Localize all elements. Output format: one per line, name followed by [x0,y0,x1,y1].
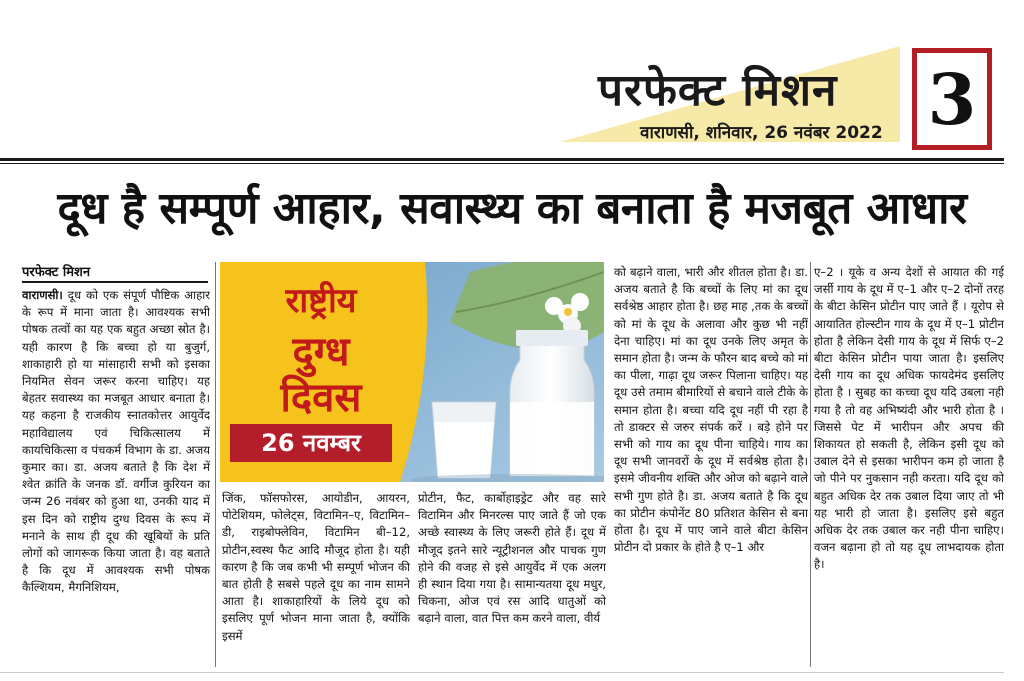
article-column-3: प्रोटीन, फैट, कार्बोहाइड्रेट और वह सारे विटामिन और मिनरल्स पाए जाते हैं जो एक अच्छे स्वास्थ्य के लिए जरूरी होते हैं। दूध में मौजूद इतने सारे न्यूट्रीशनल और पाचक गुण होने की वजह से इसे आयुर्वेद में एक अलग ही स्थान दिया गया है। सामान्यतया दूध मधुर, चिकना, ओज एवं रस आदि धातुओं को बढ़ाने वाला, वात पित्त कम करने वाला, वीर्य [418,491,606,626]
page-number: 3 [927,57,977,141]
byline-rule [22,281,208,283]
promo-title-line-2: दुग्ध [292,329,350,375]
article-dateline-city: वाराणसी। [22,288,63,302]
article-column-2: जिंक, फॉसफोरस, आयोडीन, आयरन, पोटेशियम, फोलेट्स, विटामिन–ए, विटामिन–डी, राइबोफ्लेविन, विटामिन बी–12, प्रोटीन,स्वस्थ फैट आदि मौजूद होता है। यही कारण है कि जब कभी भी सम्पूर्ण भोजन की बात होती है सबसे पहले दूध का नाम सामने आता है। शाकाहारियों के लिये दूध को इसलिए पूर्ण भोजन माना जाता है, क्योंकि इसमें [222,491,410,643]
masthead-rule-thin [0,163,1004,164]
national-milk-day-graphic [220,262,604,482]
article-byline: परफेक्ट मिशन [22,265,91,280]
article-column-1-text: दूध को एक संपूर्ण पौष्टिक आहार के रूप में माना जाता है। आवश्यक सभी पोषक तत्वों का यह एक बहुत अच्छा स्रोत है। यही कारण है कि बच्चा हो या बुजुर्ग, शाकाहारी हो या मांसाहारी सभी को इसका नियमित सेवन जरूर करना चाहिए। यह बेहतर सवास्थ्य का मजबूत आधार बनाता है। यह कहना है राजकीय स्नातकोत्तर आयुर्वेद महाविद्यालय एवं चिकित्सालय में कायचिकित्सा व पंचकर्म विभाग के डा. अजय कुमार का। डा. अजय बताते है कि देश में श्वेत क्रांति के जनक डॉ. वर्गीज कुरियन का जन्म 26 नवंबर को हुआ था, उनकी याद में इस दिन को राष्ट्रीय दुग्ध दिवस के रूप में मनाने के साथ ही दूध की खूबियों के प्रति लोगों को जागरूक किया जाता है। वह बताते है कि दूध में आवश्यक सभी पोषक कैल्शियम, मैगनिशियम, [22,288,210,595]
newspaper-title: परफेक्ट मिशन [598,65,838,116]
column-separator [215,262,216,667]
masthead-rule [0,158,1004,161]
article-column-4: को बढ़ाने वाला, भारी और शीतल होता है। डा. अजय बताते है कि बच्चों के लिए मां का दूध सर्वश्रेष्ठ आहार होता है। छह माह ,तक के बच्चों को मां के दूध के अलावा और कुछ भी नहीं देना चाहिए। मां का दूध उनके लिए अमृत के समान होता है। जन्म के फौरन बाद बच्चे को मां का पीला, गाढ़ा दूध जरूर पिलाना चाहिए। यह दूध उसे तमाम बीमारियों से बचाने वाले टीके के समान होता है। बच्चा यदि दूध नहीं पी रहा है तो डाक्टर से जरुर संपर्क करें । बड़े होने पर सभी को गाय का दूध पीना चाहिये। गाय का दूध सभी जानवरों के दूध में सर्वश्रेष्ठ होता है। इसमे जीवनीय शक्ति और ओज को बढ़ाने वाले सभी गुण होते है। डा. अजय बताते है कि दूध का प्रोटीन कंपोनेंट 80 प्रतिशत केसिन से बना होता है। दूध में पाए जाने वाले बीटा केसिन प्रोटीन दो प्रकार के होते है ए–1 और [614,265,808,555]
promo-title-line-3: दिवस [280,375,362,421]
page-number-box [912,48,992,150]
masthead-dateline: वाराणसी, शनिवार, 26 नवंबर 2022 [640,123,883,143]
page-bottom-rule [0,672,1004,673]
article-headline: दूध है सम्पूर्ण आहार, सवास्थ्य का बनाता है मजबूत आधार [57,183,967,234]
promo-date-badge: 26 नवम्बर [230,424,392,462]
column-separator [810,262,811,667]
article-column-5: ए–2 । यूके व अन्य देशों से आयात की गई जर्सी गाय के दूध में ए–1 और ए–2 दोनों तरह के बीटा केसिन प्रोटीन पाए जाते हैं । यूरोप से आयातित होल्स्टीन गाय के दूध में ए–1 प्रोटीन होता है लेकिन देसी गाय के दूध में सिर्फ ए–2 बीटा केसिन प्रोटीन पाया जाता है। इसलिए देसी गाय का दूध अधिक फायदेमंद इसलिए होता है । सुबह का कच्चा दूध यदि उबला नही गया है तो वह अभिष्यंदी और भारी होता है । जिससे पेट में भारीपन और अपच की शिकायत हो सकती है, लेकिन इसी दूध को उबाल देने से इसका भारीपन कम हो जाता है जो पीने पर नुकसान नही करता। यदि दूध को बहुत अधिक देर तक उबाल दिया जाए तो भी यह भारी हो जाता है। इसलिए इसे बहुत अधिक देर तक उबाल कर नही पीना चाहिए। वजन बढ़ाना हो तो यह दूध लाभदायक होता है। [814,265,1004,572]
article-column-1 [22,287,210,667]
promo-title-line-1: राष्ट्रीय [285,281,357,321]
